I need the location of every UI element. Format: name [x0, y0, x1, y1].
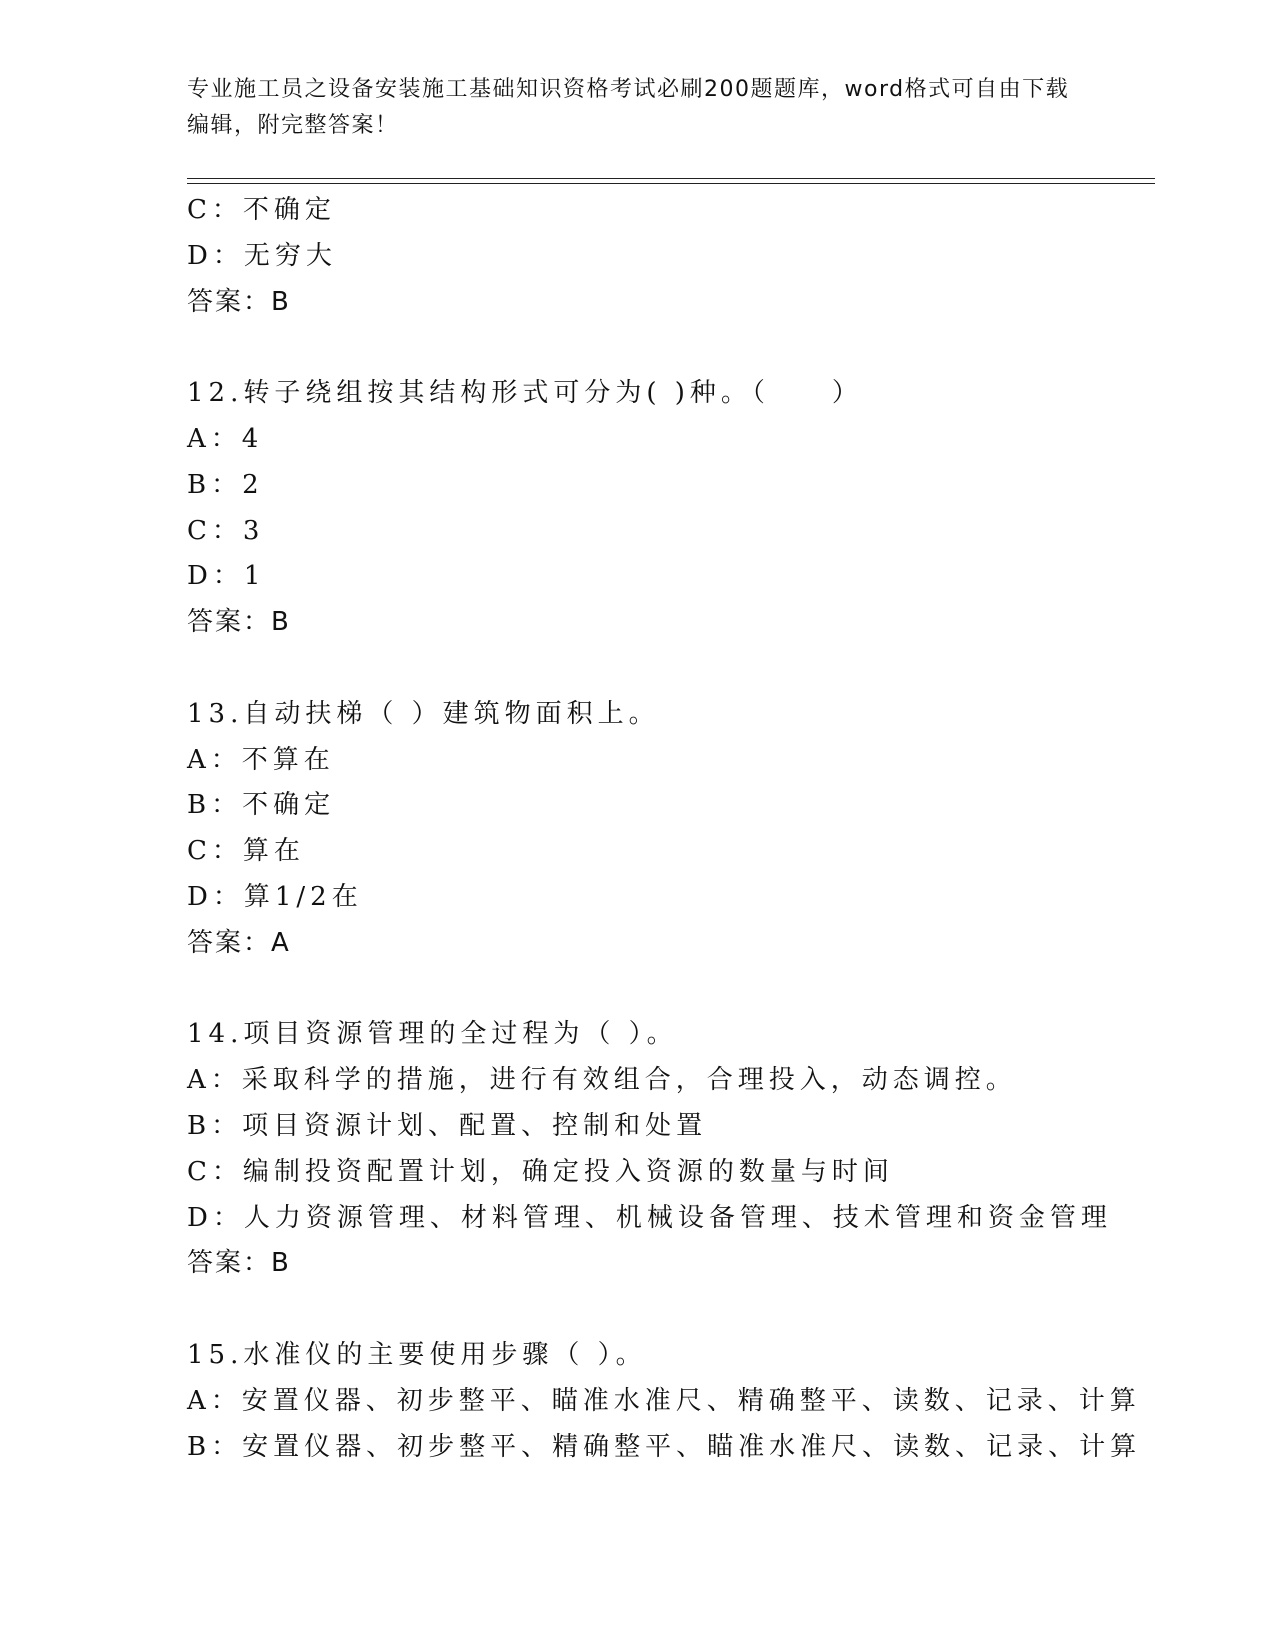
question-block-13 — [187, 692, 1155, 967]
option-a: A：4 — [187, 423, 264, 454]
option-b: B：项目资源计划、配置、控制和处置 — [187, 1110, 708, 1141]
option-b: B：安置仪器、初步整平、精确整平、瞄准水准尺、读数、记录、计算 — [187, 1431, 1142, 1462]
option-d: D：算1/2在 — [187, 881, 363, 912]
answer-line: 答案：B — [187, 1248, 291, 1279]
answer-line: 答案：B — [187, 607, 291, 638]
spacer — [187, 325, 1155, 371]
header-divider-top — [187, 178, 1155, 179]
question-text: 14.项目资源管理的全过程为（ ）。 — [187, 1019, 678, 1050]
document-header: 专业施工员之设备安装施工基础知识资格考试必刷200题题库，word格式可自由下载编辑，附完整答案！ — [187, 77, 1070, 138]
question-block-15 — [187, 1333, 1155, 1470]
option-b: B：2 — [187, 469, 264, 500]
header-divider-bottom — [187, 183, 1155, 184]
question-block-14 — [187, 1012, 1155, 1287]
option-c: C：不确定 — [187, 195, 336, 225]
question-block-12 — [187, 371, 1155, 646]
question-text: 13.自动扶梯（ ）建筑物面积上。 — [187, 698, 660, 729]
option-a: A：安置仪器、初步整平、瞄准水准尺、精确整平、读数、记录、计算 — [187, 1385, 1141, 1416]
question-list — [187, 188, 1155, 1470]
option-a: A：采取科学的措施，进行有效组合，合理投入，动态调控。 — [187, 1065, 1017, 1096]
answer-line: 答案：A — [187, 927, 291, 958]
question-block-11 — [187, 188, 1155, 325]
option-c: C：3 — [187, 515, 265, 546]
spacer — [187, 646, 1155, 692]
option-c: C：编制投资配置计划，确定投入资源的数量与时间 — [187, 1156, 894, 1187]
question-text: 15.水准仪的主要使用步骤（ ）。 — [187, 1339, 647, 1370]
answer-line: 答案：B — [187, 286, 291, 317]
spacer — [187, 1287, 1155, 1333]
option-c: C：算在 — [187, 836, 305, 867]
option-a: A：不算在 — [187, 744, 335, 775]
option-d: D：1 — [187, 561, 266, 592]
option-b: B：不确定 — [187, 790, 336, 821]
spacer — [187, 967, 1155, 1013]
option-d: D：人力资源管理、材料管理、机械设备管理、技术管理和资金管理 — [187, 1202, 1112, 1233]
question-text: 12.转子绕组按其结构形式可分为( )种。（ ） — [187, 378, 863, 409]
option-d: D：无穷大 — [187, 240, 337, 271]
